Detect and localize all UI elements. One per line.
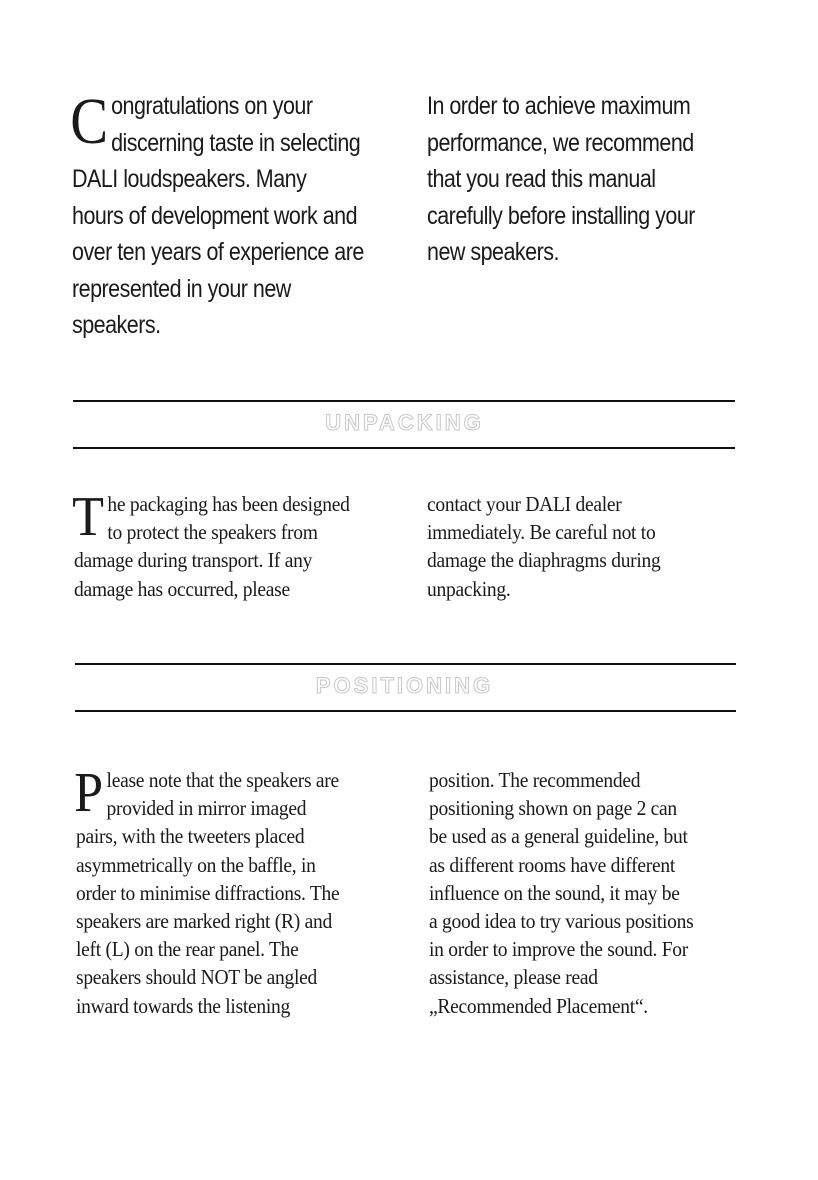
unpacking-bottom-rule bbox=[73, 447, 735, 449]
intro-left-line: discerning taste in selecting bbox=[111, 128, 361, 157]
positioning-left-line: speakers should NOT be angled bbox=[76, 965, 318, 990]
unpacking-left-line: he packaging has been designed bbox=[107, 492, 350, 516]
unpacking-left-line: damage has occurred, please bbox=[74, 576, 290, 601]
positioning-right-line: „Recommended Placement“. bbox=[429, 993, 648, 1018]
positioning-left-line: asymmetrically on the baffle, in bbox=[76, 852, 316, 877]
intro-left-line: over ten years of experience are bbox=[72, 238, 364, 266]
positioning-right-line: influence on the sound, it may be bbox=[429, 880, 680, 905]
intro-right-line: new speakers. bbox=[427, 238, 559, 266]
positioning-right-line: position. The recommended bbox=[429, 768, 641, 792]
positioning-left-column bbox=[74, 762, 340, 1020]
intro-left-column bbox=[70, 85, 364, 344]
positioning-right-line: assistance, please read bbox=[429, 965, 598, 990]
positioning-right-line: in order to improve the sound. For bbox=[429, 937, 689, 962]
intro-dropcap: C bbox=[70, 85, 108, 158]
intro-right-line: In order to achieve maximum bbox=[427, 92, 691, 120]
positioning-left-line: lease note that the speakers are bbox=[106, 768, 339, 792]
unpacking-dropcap: T bbox=[72, 486, 104, 548]
positioning-left-line: pairs, with the tweeters placed bbox=[76, 824, 305, 849]
intro-right-column bbox=[427, 88, 695, 271]
positioning-bottom-rule bbox=[75, 710, 736, 712]
unpacking-right-line: immediately. Be careful not to bbox=[427, 520, 656, 545]
positioning-dropcap: P bbox=[74, 762, 103, 824]
intro-left-line: speakers. bbox=[72, 311, 161, 339]
positioning-left-line: left (L) on the rear panel. The bbox=[76, 937, 299, 962]
positioning-left-line: order to minimise diffractions. The bbox=[76, 880, 340, 905]
unpacking-left-column bbox=[72, 486, 350, 603]
intro-right-line: that you read this manual bbox=[427, 165, 656, 193]
positioning-right-line: as different rooms have different bbox=[429, 852, 676, 877]
intro-right-line: carefully before installing your bbox=[427, 201, 695, 230]
intro-left-line: hours of development work and bbox=[72, 201, 358, 230]
positioning-right-column bbox=[429, 766, 693, 1020]
unpacking-left-line: to protect the speakers from bbox=[107, 520, 318, 545]
unpacking-right-line: damage the diaphragms during bbox=[427, 548, 661, 573]
positioning-left-line: provided in mirror imaged bbox=[106, 796, 307, 821]
positioning-right-line: positioning shown on page 2 can bbox=[429, 796, 677, 821]
unpacking-top-rule bbox=[73, 400, 735, 402]
intro-left-line: ongratulations on your bbox=[111, 92, 313, 120]
positioning-right-line: be used as a general guideline, but bbox=[429, 824, 688, 849]
intro-right-line: performance, we recommend bbox=[427, 128, 694, 157]
intro-left-line: DALI loudspeakers. Many bbox=[72, 165, 307, 193]
intro-left-line: represented in your new bbox=[72, 274, 291, 303]
positioning-left-line: inward towards the listening bbox=[76, 993, 291, 1018]
positioning-top-rule bbox=[75, 663, 736, 665]
unpacking-right-line: unpacking. bbox=[427, 576, 511, 601]
positioning-left-line: speakers are marked right (R) and bbox=[76, 909, 332, 934]
positioning-heading: POSITIONING bbox=[315, 673, 494, 698]
unpacking-right-column bbox=[427, 490, 661, 603]
unpacking-left-line: damage during transport. If any bbox=[74, 548, 313, 573]
unpacking-right-line: contact your DALI dealer bbox=[427, 492, 622, 516]
unpacking-heading: UNPACKING bbox=[325, 410, 484, 435]
positioning-right-line: a good idea to try various positions bbox=[429, 909, 694, 934]
